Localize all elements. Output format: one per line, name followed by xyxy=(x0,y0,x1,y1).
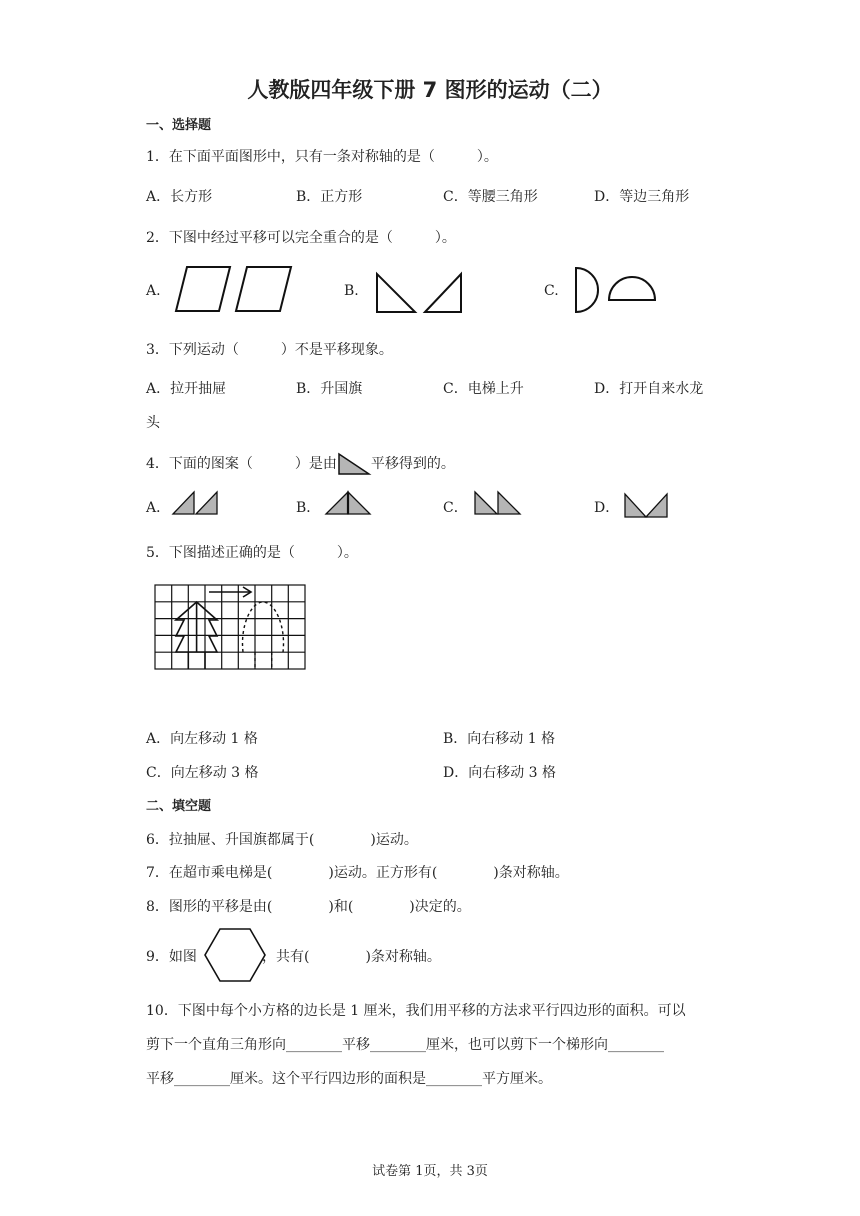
q4-option-d[interactable]: D． xyxy=(594,500,620,516)
q1-option-c[interactable]: C．等腰三角形 xyxy=(443,189,538,205)
question-2-stem: 2．下图中经过平移可以完全重合的是（ ）。 xyxy=(146,230,456,246)
q4-stem-suffix: 平移得到的。 xyxy=(370,456,455,472)
q5-option-c[interactable]: C．向左移动 3 格 xyxy=(146,765,259,781)
page-footer: 试卷第 1页，共 3页 xyxy=(372,1164,488,1179)
q5-option-d[interactable]: D．向右移动 3 格 xyxy=(443,765,557,781)
question-5-stem: 5．下图描述正确的是（ ）。 xyxy=(146,545,358,561)
q1-option-d[interactable]: D．等边三角形 xyxy=(594,189,690,205)
q4-option-c-figure xyxy=(474,490,524,516)
question-10-line-3: 平移________厘米。这个平行四边形的面积是________平方厘米。 xyxy=(146,1071,552,1087)
q5-option-b[interactable]: B．向右移动 1 格 xyxy=(443,731,556,747)
q4-reference-triangle-icon xyxy=(337,452,371,476)
question-8: 8．图形的平移是由( )和( )决定的。 xyxy=(146,899,471,915)
q2-parallelograms-figure xyxy=(175,266,295,314)
q5-option-a[interactable]: A．向左移动 1 格 xyxy=(146,731,258,747)
q1-option-a[interactable]: A．长方形 xyxy=(146,189,213,205)
q2-triangles-figure xyxy=(375,272,467,316)
q3-option-d[interactable]: D．打开自来水龙 xyxy=(594,381,704,397)
question-7: 7．在超市乘电梯是( )运动。正方形有( )条对称轴。 xyxy=(146,865,569,881)
q9-hexagon-figure xyxy=(203,928,267,984)
question-6: 6．拉抽屉、升国旗都属于( )运动。 xyxy=(146,832,418,848)
section-heading-fill-blank: 二、填空题 xyxy=(146,799,212,814)
question-10-line-2: 剪下一个直角三角形向________平移________厘米，也可以剪下一个梯形向________ xyxy=(146,1037,664,1053)
q3-option-c[interactable]: C．电梯上升 xyxy=(443,381,524,397)
q4-option-b[interactable]: B． xyxy=(296,500,321,516)
q2-option-a[interactable]: A. xyxy=(146,283,161,299)
q4-option-d-figure xyxy=(624,492,670,520)
q2-option-c[interactable]: C. xyxy=(544,283,559,299)
q3-option-a[interactable]: A．拉开抽屉 xyxy=(146,381,227,397)
question-1-stem: 1．在下面平面图形中，只有一条对称轴的是（ ）。 xyxy=(146,149,498,165)
q1-option-b[interactable]: B．正方形 xyxy=(296,189,363,205)
question-9-stem-prefix: 9．如图 xyxy=(146,949,197,965)
question-9-stem-suffix: ，共有( )条对称轴。 xyxy=(262,949,441,965)
q4-option-c[interactable]: C． xyxy=(443,500,468,516)
section-heading-choice: 一、选择题 xyxy=(146,118,212,133)
q5-grid-figure xyxy=(154,584,306,670)
q4-stem-prefix: 4．下面的图案（ ）是由 xyxy=(146,456,337,472)
q4-option-a[interactable]: A． xyxy=(146,500,171,516)
q3-option-b[interactable]: B．升国旗 xyxy=(296,381,363,397)
question-10-line-1: 10．下图中每个小方格的边长是 1 厘米，我们用平移的方法求平行四边形的面积。可以 xyxy=(146,1003,686,1019)
page-title: 人教版四年级下册 7 图形的运动（二） xyxy=(247,78,613,102)
q3-option-d-wrap: 头 xyxy=(146,415,160,431)
question-4-stem xyxy=(146,452,455,476)
q2-option-b[interactable]: B. xyxy=(344,283,359,299)
q4-option-b-figure xyxy=(324,490,374,516)
question-3-stem: 3．下列运动（ ）不是平移现象。 xyxy=(146,342,393,358)
q4-option-a-figure xyxy=(172,490,220,516)
q2-semicircles-figure xyxy=(572,266,660,316)
